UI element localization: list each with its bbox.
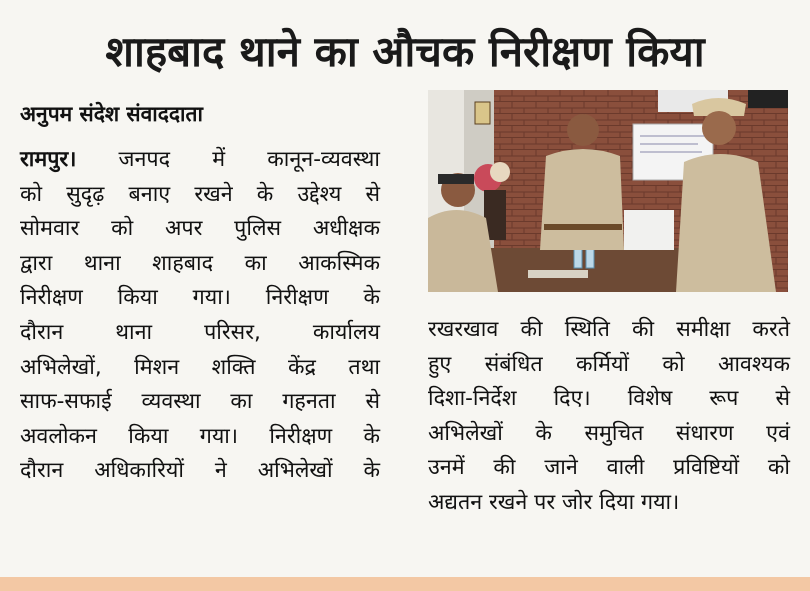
news-photo: [428, 90, 788, 292]
dateline: रामपुर।: [20, 147, 77, 172]
article-line: साफ-सफाई व्यवस्था का गहनता से: [20, 389, 380, 415]
article-line: दौरान अधिकारियों ने अभिलेखों के: [20, 458, 380, 484]
article-line: दिशा-निर्देश दिए। विशेष रूप से: [428, 386, 790, 412]
article-line: अभिलेखों, मिशन शक्ति केंद्र तथा: [20, 354, 380, 380]
article-line: दौरान थाना परिसर, कार्यालय: [20, 319, 380, 345]
article-column-left: [20, 143, 380, 489]
article-line: द्वारा थाना शाहबाद का आकस्मिक: [20, 250, 380, 276]
article-line: [20, 143, 380, 178]
article-line: अभिलेखों के समुचित संधारण एवं: [428, 420, 790, 446]
byline: अनुपम संदेश संवाददाता: [20, 102, 203, 126]
previous-article-cutoff: [0, 0, 810, 10]
article-line: अवलोकन किया गया। निरीक्षण के: [20, 423, 380, 449]
article-text: जनपद में कानून-व्यवस्था: [76, 147, 380, 172]
article-line: को सुदृढ़ बनाए रखने के उद्देश्य से: [20, 181, 380, 207]
headline: शाहबाद थाने का औचक निरीक्षण किया: [105, 27, 705, 76]
police-inspection-photo: [428, 90, 788, 292]
article-line: सोमवार को अपर पुलिस अधीक्षक: [20, 216, 380, 242]
article-line: उनमें की जाने वाली प्रविष्टियों को: [428, 455, 790, 481]
article-line: निरीक्षण किया गया। निरीक्षण के: [20, 285, 380, 311]
page-footer-band: [0, 577, 810, 591]
article-column-right: [428, 313, 790, 521]
article-line: हुए संबंधित कर्मियों को आवश्यक: [428, 351, 790, 377]
article-line: रखरखाव की स्थिति की समीक्षा करते: [428, 317, 790, 342]
article-line: अद्यतन रखने पर जोर दिया गया।: [428, 489, 680, 515]
